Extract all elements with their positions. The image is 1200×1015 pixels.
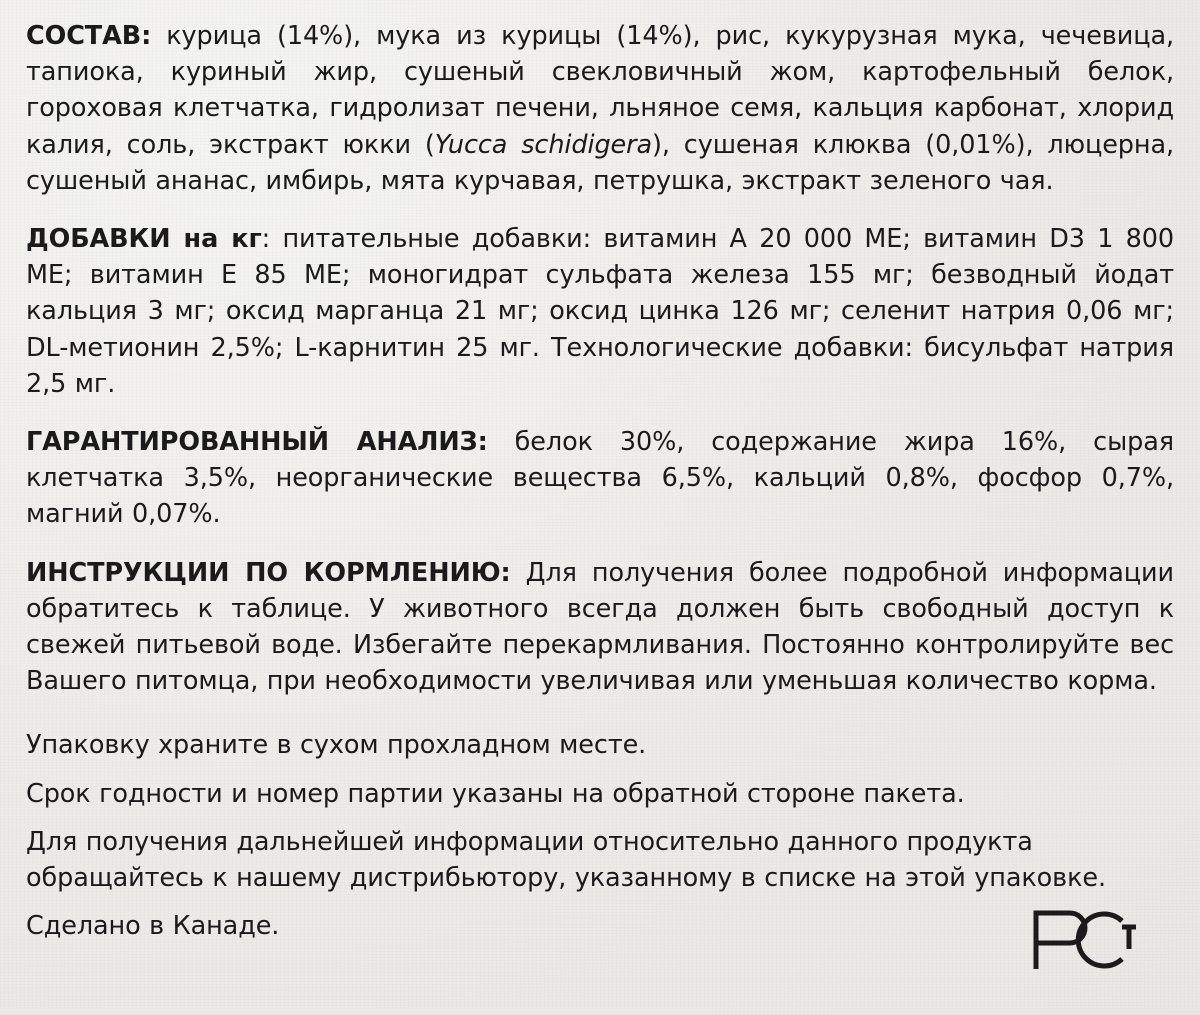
feeding-text: Для получения более подробной информации обратитесь к таблице. У животного всегда должен быть свободный доступ к свежей питьевой воде. Избегайте перекармливания. Постоянно контролируйте вес Вашего питомца, при необходимости увеличивая или уменьшая количество корма. xyxy=(26,557,1174,697)
additives-paragraph xyxy=(26,221,1174,402)
storage-line-3: Для получения дальнейшей информации относительно данного продукта обращайтесь к нашему дистрибьютору, указанному в списке на этой упаковке. xyxy=(26,826,1106,894)
composition-paragraph xyxy=(26,18,1174,199)
additives-heading-suffix: на кг xyxy=(170,224,262,255)
storage-line-1: Упаковку храните в сухом прохладном месте. xyxy=(26,730,647,761)
feeding-instructions-section xyxy=(26,555,1174,700)
composition-italic-term: Yucca schidigera xyxy=(434,129,653,160)
additives-text: : питательные добавки: витамин A 20 000 МЕ; витамин D3 1 800 МЕ; витамин E 85 МЕ; моногидрат сульфата железа 155 мг; безводный йодат кальция 3 мг; оксид марганца 21 мг; оксид цинка 126 мг; селенит натрия 0,06 мг; DL-метионин 2,5%; L-карнитин 25 мг. Технологические добавки: бисульфат натрия 2,5 мг. xyxy=(26,224,1174,399)
composition-text: курица (14%), мука из курицы (14%), рис, кукурузная мука, чечевица, тапиока, куриный жир, сушеный свекловичный жом, картофельный белок, гороховая клетчатка, гидролизат печени, льняное семя, кальция карбонат, хлорид калия, соль, экстракт юкки ( xyxy=(26,21,1174,160)
analysis-paragraph xyxy=(26,424,1174,533)
rst-certification-icon xyxy=(1026,903,1144,977)
composition-heading: СОСТАВ: xyxy=(26,21,152,51)
additives-heading: ДОБАВКИ xyxy=(26,224,171,255)
analysis-heading: ГАРАНТИРОВАННЫЙ АНАЛИЗ: xyxy=(26,427,488,458)
feeding-paragraph xyxy=(26,555,1174,700)
storage-line-2: Срок годности и номер партии указаны на обратной стороне пакета. xyxy=(26,778,965,809)
storage-section xyxy=(26,727,1174,944)
additives-section xyxy=(26,221,1174,402)
composition-text-after: ), сушеная клюква (0,01%), люцерна, сушеный ананас, имбирь, мята курчавая, петрушка, экстракт зеленого чая. xyxy=(26,129,1174,196)
composition-section xyxy=(26,18,1174,199)
made-in-line: Сделано в Канаде. xyxy=(26,911,280,942)
guaranteed-analysis-section xyxy=(26,424,1174,533)
feeding-heading: ИНСТРУКЦИИ ПО КОРМЛЕНИЮ: xyxy=(26,557,511,588)
analysis-text: белок 30%, содержание жира 16%, сырая клетчатка 3,5%, неорганические вещества 6,5%, кальций 0,8%, фосфор 0,7%, магний 0,07%. xyxy=(26,427,1174,530)
